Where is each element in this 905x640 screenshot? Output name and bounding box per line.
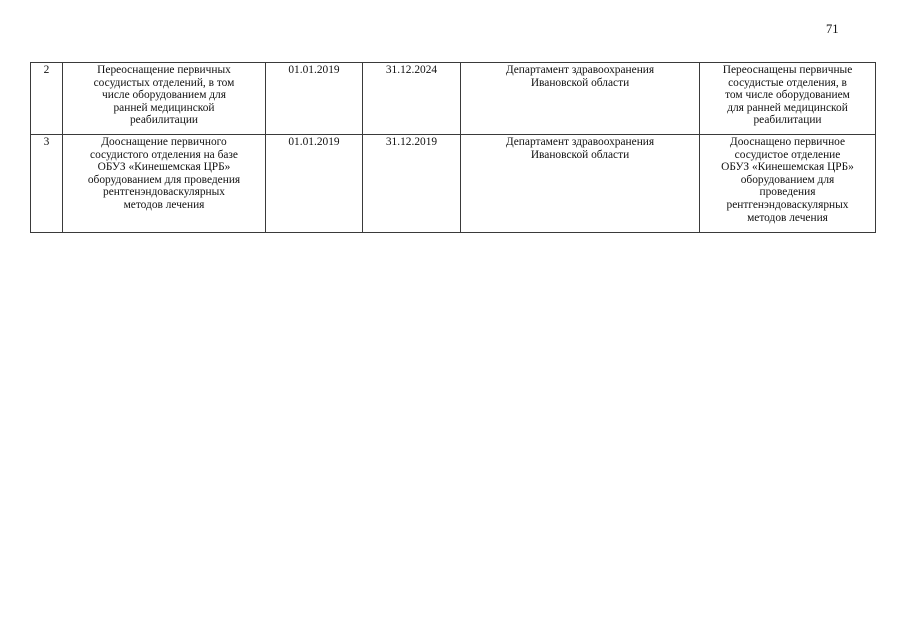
executor-cell: Департамент здравоохранения Ивановской области (461, 135, 700, 233)
start-date-cell: 01.01.2019 (266, 135, 363, 233)
executor-cell: Департамент здравоохранения Ивановской области (461, 63, 700, 135)
row-number-cell: 2 (31, 63, 63, 135)
end-date-cell: 31.12.2024 (363, 63, 461, 135)
table-row (31, 63, 876, 135)
page-number: 71 (826, 22, 839, 36)
event-name-cell: Переоснащение первичных сосудистых отделений, в том числе оборудованием для ранней медицинской реабилитации (63, 63, 266, 135)
end-date-cell: 31.12.2019 (363, 135, 461, 233)
event-name-cell: Дооснащение первичного сосудистого отделения на базе ОБУЗ «Кинешемская ЦРБ» оборудованием для проведения рентгенэндоваскулярных методов лечения (63, 135, 266, 233)
result-cell: Переоснащены первичные сосудистые отделения, в том числе оборудованием для ранней медицинской реабилитации (700, 63, 876, 135)
events-table (30, 62, 876, 233)
row-number-cell: 3 (31, 135, 63, 233)
result-cell: Дооснащено первичное сосудистое отделение ОБУЗ «Кинешемская ЦРБ» оборудованием для проведения рентгенэндоваскулярных методов лечения (700, 135, 876, 233)
table-row (31, 135, 876, 233)
start-date-cell: 01.01.2019 (266, 63, 363, 135)
